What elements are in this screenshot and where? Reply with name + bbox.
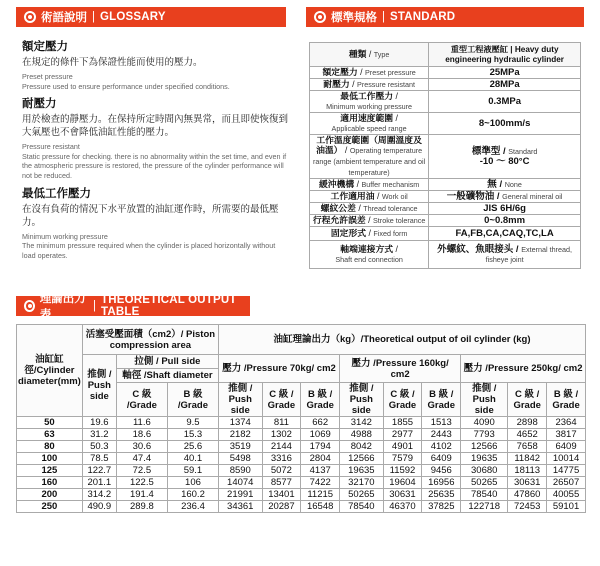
standard-row: 行程允許誤差 / Stroke tolerance 0~0.8mm xyxy=(310,215,581,227)
cylinder-bore-cell: 63 xyxy=(17,429,83,441)
std-value-en: None xyxy=(504,179,522,189)
table-cell: 20287 xyxy=(262,501,301,513)
standard-head-row: 種類 / Type 重型工程液壓缸 | Heavy duty engineering hydraulic cylinder xyxy=(310,43,581,67)
table-cell: 9.5 xyxy=(167,417,218,429)
pull-side-header: 拉側 / Pull side xyxy=(116,355,218,369)
cylinder-bore-cell: 250 xyxy=(17,501,83,513)
col-bore: 油缸缸徑/Cylinder diameter(mm) xyxy=(17,325,83,417)
table-cell: 11.6 xyxy=(116,417,167,429)
glossary-term xyxy=(22,185,290,261)
term-title: 耐壓力 xyxy=(22,98,57,111)
table-cell: 21991 xyxy=(219,489,262,501)
term-desc-zh: 在沒有負荷的情況下水平放置的油缸運作時，所需要的最低壓力。 xyxy=(22,203,279,228)
glossary-title-en: GLOSSARY xyxy=(100,11,166,23)
standard-title-en: STANDARD xyxy=(390,11,456,23)
table-cell: 4090 xyxy=(461,417,508,429)
table-cell: 9456 xyxy=(422,465,461,477)
table-cell: 47860 xyxy=(508,489,547,501)
standard-table xyxy=(309,42,581,269)
table-cell: 2182 xyxy=(219,429,262,441)
std-value: 標準型 xyxy=(471,145,501,157)
table-cell: 11842 xyxy=(508,453,547,465)
table-cell: 191.4 xyxy=(116,489,167,501)
std-key-en: Type xyxy=(373,50,390,59)
theo-header-row xyxy=(17,325,586,355)
table-cell: 1302 xyxy=(262,429,301,441)
std-val-zh: 重型工程液壓缸 xyxy=(450,44,509,54)
table-cell: 1794 xyxy=(301,441,340,453)
std-value: 28MPa xyxy=(429,79,581,91)
section-bullet-icon xyxy=(24,300,35,312)
table-cell: 19.6 xyxy=(82,417,116,429)
table-cell: 2977 xyxy=(383,429,422,441)
std-key-en: Preset pressure xyxy=(365,68,416,77)
standard-row: 螺紋公差 / Thread tolerance JIS 6H/6g xyxy=(310,203,581,215)
glossary-term xyxy=(22,95,290,180)
table-cell: 314.2 xyxy=(82,489,116,501)
table-row xyxy=(17,501,586,513)
theoretical-header: 理論出力表 | THEORETICAL OUTPUT TABLE xyxy=(16,296,250,316)
std-key-zh: 軸端連接方式 xyxy=(340,244,394,254)
standard-row: 工作溫度範圍（周圍溫度及油溫） / Operating temperature range (ambient temperature and oil temperature) 標準型 / Standard -10 ～ 80°C xyxy=(310,135,581,179)
table-row xyxy=(17,441,586,453)
std-val-en: Heavy duty engineering hydraulic cylinder xyxy=(445,44,564,64)
table-row xyxy=(17,477,586,489)
table-cell: 30.6 xyxy=(116,441,167,453)
std-key-zh: 固定形式 xyxy=(330,228,367,238)
term-desc-en: Static pressure for checking. there is no abnormality within the set time, and even if the atmospheric pressure is restored, the pressure of the cylinder performance will not be reduced. xyxy=(22,151,287,180)
table-cell: 78540 xyxy=(340,501,383,513)
std-key-zh: 工作適用油 xyxy=(330,191,375,201)
table-cell: 289.8 xyxy=(116,501,167,513)
push-160-header: 推側 / Push side xyxy=(340,383,383,417)
table-cell: 13401 xyxy=(262,489,301,501)
table-cell: 7579 xyxy=(383,453,422,465)
std-value: 0~0.8mm xyxy=(429,215,581,227)
table-cell: 25.6 xyxy=(167,441,218,453)
term-desc-zh: 用於檢查的靜壓力。在保持所定時間內無異常，而且即使恢復到大氣壓也不會降低油缸性能的壓力。 xyxy=(22,114,289,139)
table-cell: 122718 xyxy=(461,501,508,513)
pressure-160: 壓力 /Pressure 160kg/ cm2 xyxy=(340,355,461,383)
table-row xyxy=(17,429,586,441)
table-cell: 1855 xyxy=(383,417,422,429)
table-cell: 12566 xyxy=(340,453,383,465)
table-cell: 16548 xyxy=(301,501,340,513)
c-grade-header: C 級 /Grade xyxy=(116,383,167,417)
table-cell: 8577 xyxy=(262,477,301,489)
std-value: 0.3MPa xyxy=(429,91,581,113)
section-bullet-icon xyxy=(314,11,326,23)
std-key-zh: 適用速度範圍 xyxy=(340,113,394,123)
table-cell: 40055 xyxy=(547,489,586,501)
std-value-en: General mineral oil xyxy=(502,191,563,201)
term-title-en: Minimum working pressure xyxy=(22,231,108,241)
table-cell: 3817 xyxy=(547,429,586,441)
theoretical-output-table xyxy=(16,324,586,513)
table-cell: 4652 xyxy=(508,429,547,441)
table-cell: 201.1 xyxy=(82,477,116,489)
standard-title-zh: 標準規格 xyxy=(331,12,377,24)
theo-header-row xyxy=(17,355,586,369)
table-cell: 2443 xyxy=(422,429,461,441)
standard-row: 適用速度範圍 / Applicable speed range 8~100mm/s xyxy=(310,113,581,135)
cylinder-bore-cell: 160 xyxy=(17,477,83,489)
table-cell: 12566 xyxy=(461,441,508,453)
table-cell: 8590 xyxy=(219,465,262,477)
table-cell: 16956 xyxy=(422,477,461,489)
std-value: 8~100mm/s xyxy=(429,113,581,135)
table-cell: 32170 xyxy=(340,477,383,489)
b-grade-250-header: B 級 / Grade xyxy=(547,383,586,417)
term-title-en: Pressure resistant xyxy=(22,142,80,152)
std-key-zh: 緩沖機構 xyxy=(318,179,355,189)
std-value: 外螺紋、魚眼接头 xyxy=(437,243,514,255)
shaft-diameter-header: 軸徑 /Shaft diameter xyxy=(116,369,218,383)
std-key-en: Work oil xyxy=(381,192,408,201)
c-grade-160-header: C 級 / Grade xyxy=(383,383,422,417)
table-cell: 6409 xyxy=(547,441,586,453)
table-cell: 662 xyxy=(301,417,340,429)
b-grade-70-header: B 級 / Grade xyxy=(301,383,340,417)
standard-row: 緩沖機構 / Buffer mechanism 無 / None xyxy=(310,179,581,191)
table-cell: 34361 xyxy=(219,501,262,513)
cylinder-bore-cell: 200 xyxy=(17,489,83,501)
table-cell: 3142 xyxy=(340,417,383,429)
table-cell: 2144 xyxy=(262,441,301,453)
table-cell: 78540 xyxy=(461,489,508,501)
table-cell: 236.4 xyxy=(167,501,218,513)
table-cell: 7422 xyxy=(301,477,340,489)
std-value-range: -10 ～ 80°C xyxy=(479,155,530,167)
c-grade-70-header: C 級 / Grade xyxy=(262,383,301,417)
std-key-zh: 工作溫度範圍（周圍溫度及油溫） xyxy=(316,135,422,155)
std-key-zh: 額定壓力 xyxy=(322,67,358,77)
table-cell: 59101 xyxy=(547,501,586,513)
col-output: 油缸理論出力（kg）/Theoretical output of oil cylinder (kg) xyxy=(219,325,586,355)
cylinder-bore-cell: 100 xyxy=(17,453,83,465)
std-value-en: Standard xyxy=(508,146,538,156)
table-cell: 18.6 xyxy=(116,429,167,441)
cylinder-bore-cell: 125 xyxy=(17,465,83,477)
table-cell: 3316 xyxy=(262,453,301,465)
table-cell: 19635 xyxy=(461,453,508,465)
table-cell: 2364 xyxy=(547,417,586,429)
c-grade-250-header: C 級 / Grade xyxy=(508,383,547,417)
b-grade-160-header: B 級 / Grade xyxy=(422,383,461,417)
theo-body xyxy=(17,417,586,513)
pressure-250: 壓力 /Pressure 250kg/ cm2 xyxy=(461,355,586,383)
table-cell: 2804 xyxy=(301,453,340,465)
standard-header: 標準規格 | STANDARD xyxy=(306,7,584,27)
table-cell: 1069 xyxy=(301,429,340,441)
std-key-en: Thread tolerance xyxy=(363,204,418,213)
table-cell: 78.5 xyxy=(82,453,116,465)
table-cell: 25635 xyxy=(422,489,461,501)
standard-row: 固定形式 / Fixed form FA,FB,CA,CAQ,TC,LA xyxy=(310,227,581,241)
table-cell: 50265 xyxy=(340,489,383,501)
table-cell: 4901 xyxy=(383,441,422,453)
glossary-header: 術語說明 | GLOSSARY xyxy=(16,7,286,27)
table-cell: 19604 xyxy=(383,477,422,489)
table-row xyxy=(17,489,586,501)
term-title: 額定壓力 xyxy=(22,41,68,53)
table-cell: 72453 xyxy=(508,501,547,513)
col-area: 活塞受壓面積（cm2）/ Piston compression area xyxy=(82,325,218,355)
term-title: 最低工作壓力 xyxy=(22,187,91,200)
glossary-title-zh: 術語說明 xyxy=(41,12,87,24)
table-cell: 7793 xyxy=(461,429,508,441)
std-key-en: Minimum working pressure xyxy=(326,102,413,111)
table-cell: 72.5 xyxy=(116,465,167,477)
pressure-70: 壓力 /Pressure 70kg/ cm2 xyxy=(219,355,340,383)
table-cell: 4988 xyxy=(340,429,383,441)
std-key-en: Buffer mechanism xyxy=(361,180,420,189)
standard-row: 耐壓力 / Pressure resistant 28MPa xyxy=(310,79,581,91)
push-70-header: 推側 / Push side xyxy=(219,383,262,417)
table-cell: 26507 xyxy=(547,477,586,489)
std-value: 25MPa xyxy=(429,67,581,79)
term-title-en: Preset pressure xyxy=(22,72,73,81)
table-cell: 40.1 xyxy=(167,453,218,465)
std-value-en: External thread, fisheye joint xyxy=(485,244,572,264)
table-cell: 31.2 xyxy=(82,429,116,441)
standard-row: 軸端連接方式 / Shaft end connection 外螺紋、魚眼接头 / External thread, fisheye joint xyxy=(310,241,581,269)
table-cell: 30631 xyxy=(383,489,422,501)
theoretical-title-zh: 理論出力表 xyxy=(39,293,86,321)
std-value: JIS 6H/6g xyxy=(429,203,581,215)
table-cell: 8042 xyxy=(340,441,383,453)
std-key-zh: 耐壓力 xyxy=(323,79,350,89)
table-cell: 19635 xyxy=(340,465,383,477)
table-cell: 1374 xyxy=(219,417,262,429)
table-row xyxy=(17,417,586,429)
theoretical-title-en: THEORETICAL OUTPUT TABLE xyxy=(100,294,237,318)
table-cell: 4137 xyxy=(301,465,340,477)
cylinder-bore-cell: 80 xyxy=(17,441,83,453)
table-cell: 11215 xyxy=(301,489,340,501)
table-row xyxy=(17,465,586,477)
table-cell: 46370 xyxy=(383,501,422,513)
table-cell: 106 xyxy=(167,477,218,489)
std-key-en: Stroke tolerance xyxy=(373,216,426,225)
table-cell: 47.4 xyxy=(116,453,167,465)
cylinder-bore-cell: 50 xyxy=(17,417,83,429)
term-desc-zh: 在規定的條件下為保證性能而使用的壓力。 xyxy=(22,57,203,68)
standard-row: 最低工作壓力 / Minimum working pressure 0.3MPa xyxy=(310,91,581,113)
term-desc-en: The minimum pressure required when the cylinder is placed horizontally without load operates. xyxy=(22,241,276,260)
table-cell: 6409 xyxy=(422,453,461,465)
table-cell: 30631 xyxy=(508,477,547,489)
table-cell: 490.9 xyxy=(82,501,116,513)
standard-row: 工作適用油 / Work oil 一般礦物油 / General mineral oil xyxy=(310,191,581,203)
table-cell: 811 xyxy=(262,417,301,429)
std-key-en: Shaft end connection xyxy=(335,255,403,264)
std-key-en: Fixed form xyxy=(373,229,408,238)
table-cell: 14775 xyxy=(547,465,586,477)
std-key-en: Operating temperature range (ambient temperature and oil temperature) xyxy=(312,146,426,177)
table-cell: 7658 xyxy=(508,441,547,453)
std-value: 無 xyxy=(487,178,497,190)
standard-row: 額定壓力 / Preset pressure 25MPa xyxy=(310,67,581,79)
term-desc-en: Pressure used to ensure performance under specified conditions. xyxy=(22,81,230,91)
table-cell: 160.2 xyxy=(167,489,218,501)
table-cell: 2898 xyxy=(508,417,547,429)
std-key-zh: 螺紋公差 xyxy=(320,203,356,213)
table-cell: 59.1 xyxy=(167,465,218,477)
table-row xyxy=(17,453,586,465)
table-cell: 10014 xyxy=(547,453,586,465)
std-key-zh: 最低工作壓力 xyxy=(340,91,394,101)
table-cell: 18113 xyxy=(508,465,547,477)
table-cell: 1513 xyxy=(422,417,461,429)
std-value: FA,FB,CA,CAQ,TC,LA xyxy=(429,227,581,241)
std-key-zh: 行程允許誤差 xyxy=(312,215,366,225)
push-250-header: 推側 / Push side xyxy=(461,383,508,417)
table-cell: 122.7 xyxy=(82,465,116,477)
push-side-header: 推側 / Push side xyxy=(82,355,116,417)
table-cell: 50.3 xyxy=(82,441,116,453)
table-cell: 3519 xyxy=(219,441,262,453)
std-value: 一般礦物油 xyxy=(446,190,495,202)
std-key-en: Applicable speed range xyxy=(331,124,407,133)
table-cell: 11592 xyxy=(383,465,422,477)
section-bullet-icon xyxy=(24,11,36,23)
table-cell: 15.3 xyxy=(167,429,218,441)
table-cell: 4102 xyxy=(422,441,461,453)
table-cell: 122.5 xyxy=(116,477,167,489)
table-cell: 14074 xyxy=(219,477,262,489)
table-cell: 5072 xyxy=(262,465,301,477)
table-cell: 5498 xyxy=(219,453,262,465)
glossary-term xyxy=(22,38,290,91)
glossary-list xyxy=(22,38,290,264)
table-cell: 37825 xyxy=(422,501,461,513)
b-grade-header: B 級 /Grade xyxy=(167,383,218,417)
std-key-en: Pressure resistant xyxy=(357,80,415,89)
table-cell: 50265 xyxy=(461,477,508,489)
std-key-zh: 種類 xyxy=(348,49,367,59)
table-cell: 30680 xyxy=(461,465,508,477)
